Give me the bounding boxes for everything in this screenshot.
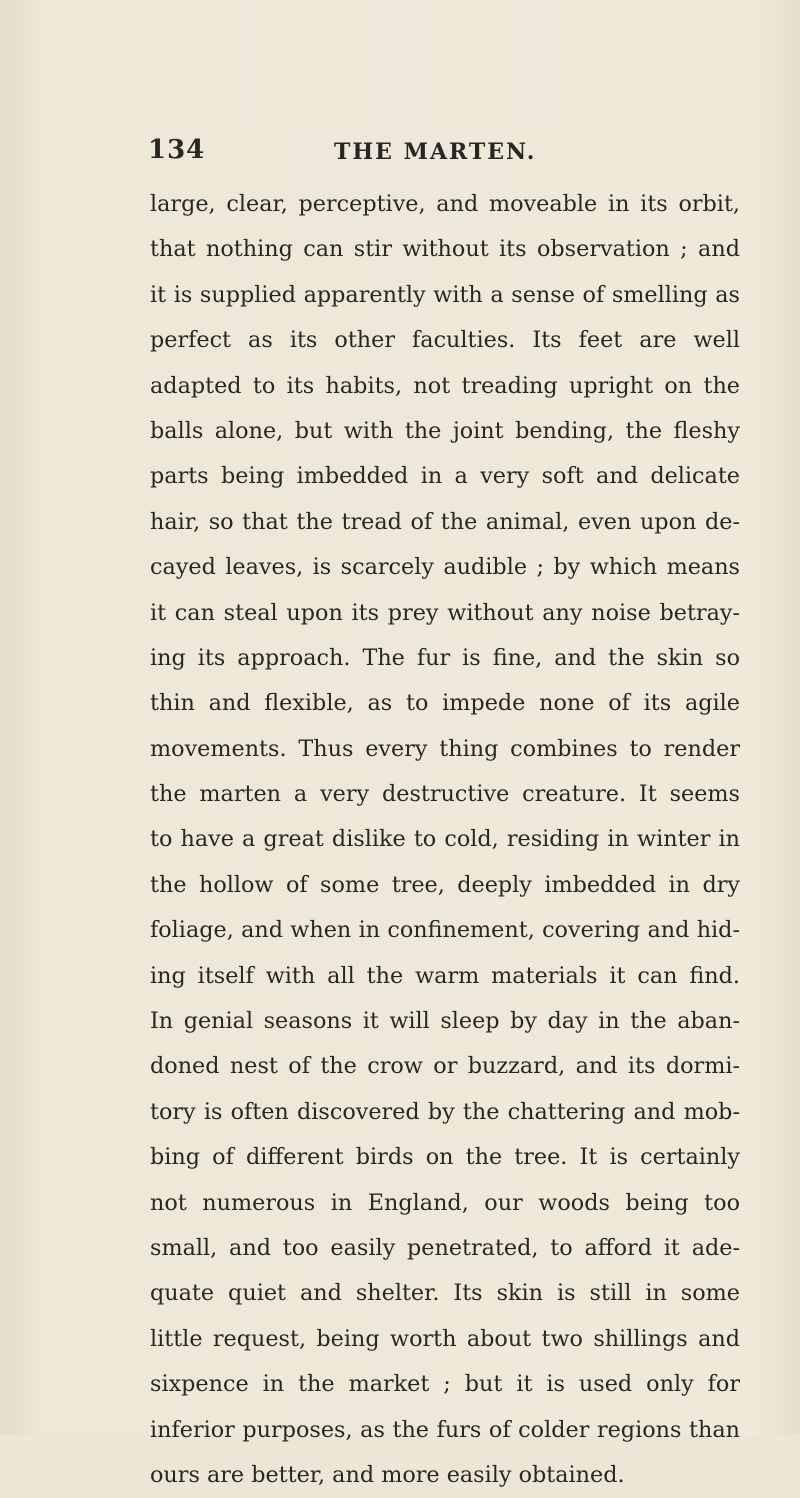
text-line: small, and too easily penetrated, to afford it ade-	[150, 1234, 740, 1261]
text-line: bing of different birds on the tree. It is certainly	[150, 1144, 740, 1171]
text-line: it is supplied apparently with a sense of smelling as	[150, 281, 740, 308]
text-line: movements. Thus every thing combines to render	[150, 735, 740, 762]
text-line: sixpence in the market ; but it is used only for	[150, 1371, 740, 1398]
text-line: ing its approach. The fur is fine, and the skin so	[150, 644, 740, 671]
text-line: hair, so that the tread of the animal, even upon de-	[150, 508, 740, 535]
text-line: quate quiet and shelter. Its skin is still in some	[150, 1280, 740, 1307]
text-line: In genial seasons it will sleep by day in the aban-	[150, 1008, 740, 1035]
text-line: the marten a very destructive creature. It seems	[150, 781, 740, 808]
text-line: doned nest of the crow or buzzard, and its dormi-	[150, 1053, 740, 1080]
text-line: foliage, and when in confinement, covering and hid-	[150, 917, 740, 944]
text-line: ours are better, and more easily obtained.	[150, 1461, 625, 1488]
text-line: cayed leaves, is scarcely audible ; by which means	[150, 554, 740, 581]
page-header	[0, 130, 800, 170]
page-number: 134	[148, 135, 206, 165]
text-line: not numerous in England, our woods being too	[150, 1189, 740, 1216]
running-head: THE MARTEN.	[334, 139, 537, 165]
text-line: tory is often discovered by the chattering and mob-	[150, 1098, 740, 1125]
text-line: parts being imbedded in a very soft and delicate	[150, 463, 740, 490]
text-line: adapted to its habits, not treading upright on the	[150, 372, 740, 399]
text-line: thin and flexible, as to impede none of its agile	[150, 690, 740, 717]
text-line: that nothing can stir without its observation ; and	[150, 236, 740, 263]
text-line: large, clear, perceptive, and moveable in its orbit,	[150, 191, 740, 217]
text-line: inferior purposes, as the furs of colder regions than	[150, 1416, 740, 1443]
text-line: ing itself with all the warm materials it can find.	[150, 962, 740, 989]
text-line: the hollow of some tree, deeply imbedded in dry	[150, 871, 740, 898]
body-text	[150, 182, 740, 1498]
text-line: little request, being worth about two shillings and	[150, 1325, 740, 1352]
text-line: balls alone, but with the joint bending, the fleshy	[150, 417, 740, 444]
text-line: perfect as its other faculties. Its feet are well	[150, 327, 740, 354]
text-line: it can steal upon its prey without any noise betray-	[150, 599, 740, 626]
text-line: to have a great dislike to cold, residing in winter in	[150, 826, 740, 853]
